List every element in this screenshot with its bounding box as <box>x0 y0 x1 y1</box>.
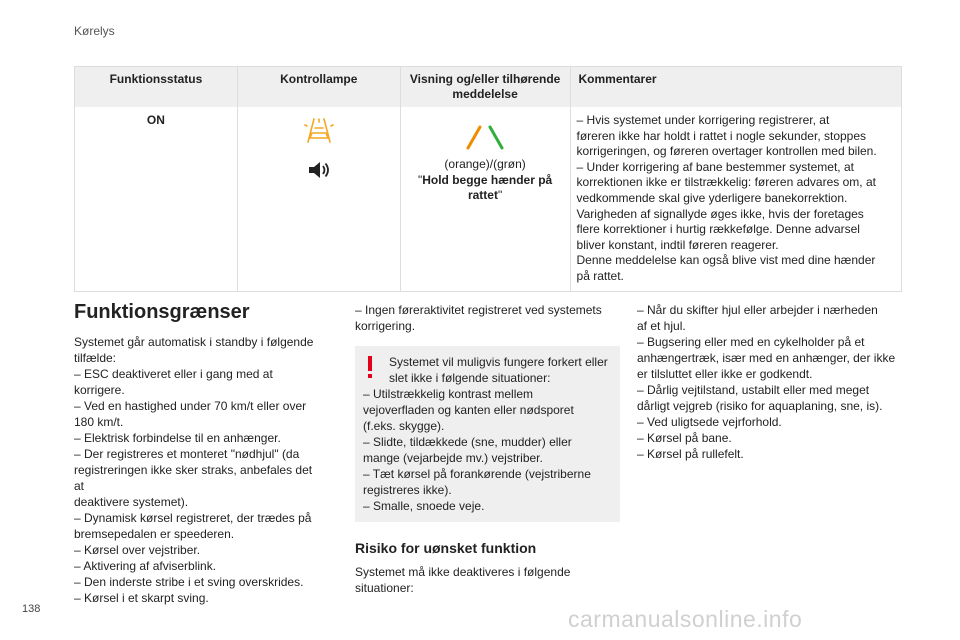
warning-lamp-cell <box>237 107 400 291</box>
warning-line: registreres ikke). <box>363 483 452 497</box>
comment-line: korrigeringen, og føreren overtager kontrollen med bilen. <box>576 144 877 159</box>
warning-line: – Slidte, tildækkede (sne, mudder) eller <box>363 435 572 449</box>
status-value: ON <box>75 107 238 291</box>
section-title: Funktionsgrænser <box>74 301 250 323</box>
list-item: registreringen ikke sker straks, anbefales det at <box>74 463 313 493</box>
function-status-table <box>74 66 902 292</box>
message-text: "Hold begge hænder på rattet" <box>417 172 553 203</box>
list-item: dårligt vejgreb (risiko for aquaplaning, sne, is). <box>637 399 883 413</box>
list-item: anhængertræk, især med en anhænger, der ikke <box>637 351 896 365</box>
list-item: – Dynamisk kørsel registreret, der trædes på <box>74 511 312 525</box>
section-header: Kørelys <box>74 24 115 38</box>
comment-line: Varigheden af signallyde øges ikke, hvis der foretages <box>576 206 864 221</box>
warning-line: (f.eks. skygge). <box>363 419 445 433</box>
list-item: – Elektrisk forbindelse til en anhænger. <box>74 431 281 445</box>
list-item: – ESC deaktiveret eller i gang med at korrigere. <box>74 367 273 397</box>
comment-line: Denne meddelelse kan også blive vist med dine hænder <box>576 253 876 268</box>
list-item: korrigering. <box>355 319 416 333</box>
comment-line: korrektionen ikke er tilstrækkelig: føreren advares om, at <box>576 175 876 190</box>
intro-line: tilfælde: <box>74 351 117 365</box>
speaker-icon <box>306 159 332 181</box>
warning-line: – Smalle, snoede veje. <box>363 499 485 513</box>
list-item: bremsepedalen er speederen. <box>74 527 235 541</box>
header-display-message: Visning og/eller tilhørende meddelelse <box>400 67 570 108</box>
message-bold: Hold begge hænder på rattet <box>422 172 553 203</box>
risk-title: Risiko for uønsket funktion <box>355 540 537 556</box>
comment-line: på rattet. <box>576 268 624 283</box>
steering-lines-icon <box>450 121 520 151</box>
column-2 <box>355 302 620 596</box>
list-item: – Bugsering eller med en cykelholder på et <box>637 335 865 349</box>
message-colors: (orange)/(grøn) <box>444 157 526 171</box>
warning-line: – Utilstrækkelig kontrast mellem <box>363 387 534 401</box>
list-item: – Kørsel på bane. <box>637 431 732 445</box>
exclamation-icon <box>365 356 375 380</box>
list-item: – Ved uligtsede vejrforhold. <box>637 415 782 429</box>
list-item: – Når du skifter hjul eller arbejder i nærheden <box>637 303 878 317</box>
warning-line: vejoverfladen og kanten eller nødsporet <box>363 403 574 417</box>
header-comments: Kommentarer <box>570 67 901 108</box>
list-item: deaktivere systemet). <box>74 495 189 509</box>
comment-line: føreren ikke har holdt i rattet i nogle sekunder, stoppes <box>576 128 867 143</box>
table-row <box>75 107 902 291</box>
comment-line: flere korrektioner i hurtig rækkefølge. Denne advarsel <box>576 222 860 237</box>
list-item: – Kørsel på rullefelt. <box>637 447 744 461</box>
comment-line: bliver konstant, indtil føreren reagerer. <box>576 237 779 252</box>
warning-line: Systemet vil muligvis fungere forkert eller <box>389 355 608 369</box>
column-1 <box>74 300 324 606</box>
list-item: 180 km/t. <box>74 415 124 429</box>
comment-line: – Under korrigering af bane bestemmer systemet, at <box>576 159 854 174</box>
list-item: – Kørsel i et skarpt sving. <box>74 591 209 605</box>
comments-cell <box>570 107 901 291</box>
page-number: 138 <box>22 603 41 615</box>
list-item: – Ved en hastighed under 70 km/t eller over <box>74 399 307 413</box>
warning-line: mange (vejarbejde mv.) vejstriber. <box>363 451 543 465</box>
warning-line: slet ikke i følgende situationer: <box>389 371 551 385</box>
header-warning-lamp: Kontrollampe <box>237 67 400 108</box>
risk-line: Systemet må ikke deaktiveres i følgende <box>355 565 571 579</box>
lane-keeping-warning-icon <box>302 115 336 145</box>
list-item: – Der registreres et monteret "nødhjul" (da <box>74 447 300 461</box>
list-item: – Den inderste stribe i et sving overskrides. <box>74 575 304 589</box>
column-3 <box>637 302 903 462</box>
list-item: er tilsluttet eller ikke er godkendt. <box>637 367 813 381</box>
intro-line: Systemet går automatisk i standby i følgende <box>74 335 314 349</box>
list-item: – Aktivering af afviserblink. <box>74 559 217 573</box>
watermark: carmanualsonline.info <box>568 606 803 632</box>
warning-box <box>355 346 620 522</box>
comment-line: – Hvis systemet under korrigering registrerer, at <box>576 113 830 127</box>
list-item: – Dårlig vejtilstand, ustabilt eller med meget <box>637 383 870 397</box>
list-item: – Ingen føreraktivitet registreret ved systemets <box>355 303 602 317</box>
list-item: af et hjul. <box>637 319 686 333</box>
list-item: – Kørsel over vejstriber. <box>74 543 201 557</box>
display-message-cell <box>400 107 570 291</box>
warning-line: – Tæt kørsel på forankørende (vejstriberne <box>363 467 591 481</box>
header-function-status: Funktionsstatus <box>75 67 238 108</box>
risk-line: situationer: <box>355 581 414 595</box>
comment-line: vedkommende skal give yderligere banekorrektion. <box>576 190 848 205</box>
